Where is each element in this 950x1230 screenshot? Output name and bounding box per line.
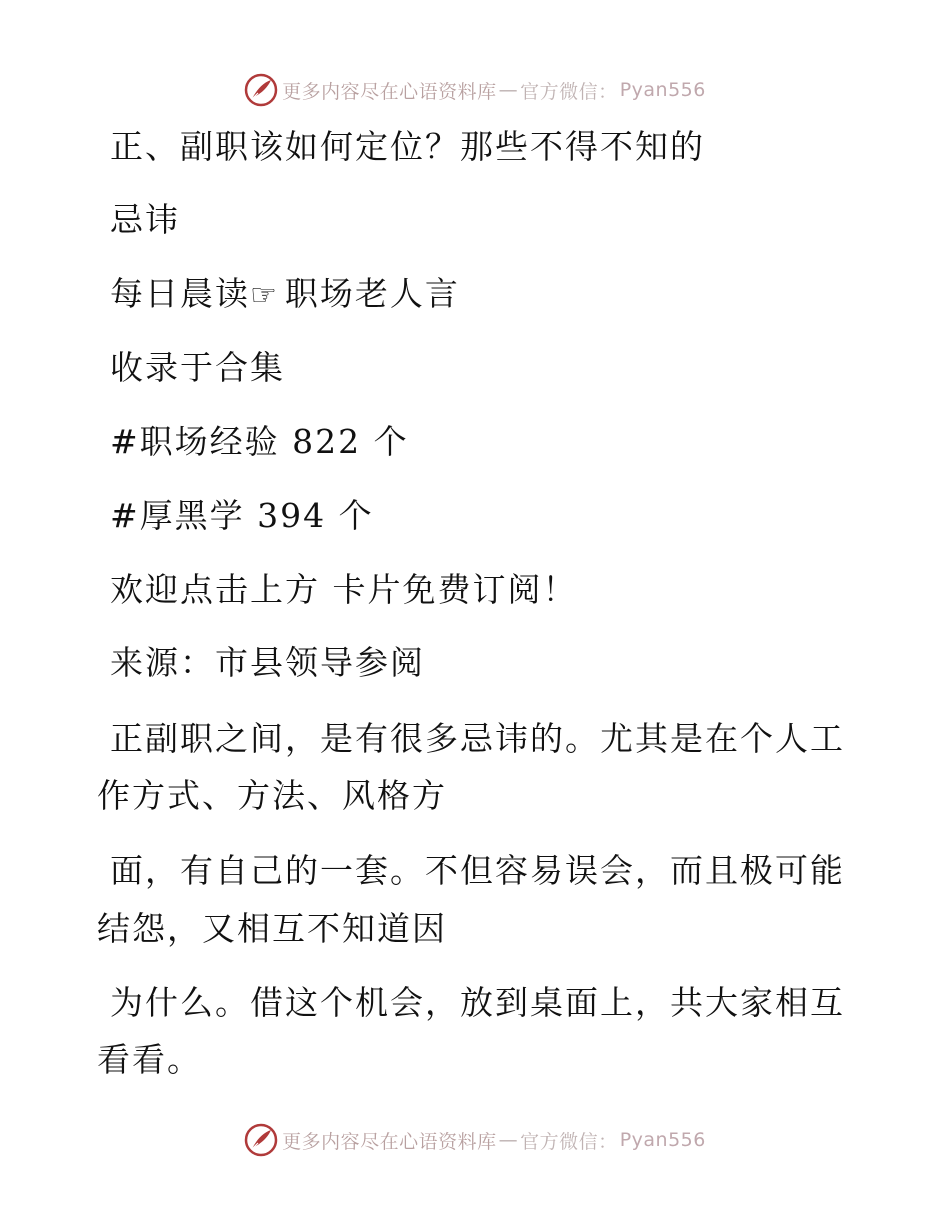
feather-quill-logo-icon [244, 1123, 278, 1157]
subscribe-text: 欢迎点击上方 卡片免费订阅！ [110, 570, 578, 609]
watermark-wechat-id: Pyan556 [619, 79, 706, 101]
column-prefix: 每日晨读 [110, 274, 250, 313]
watermark-wechat-id: Pyan556 [619, 1129, 706, 1151]
paragraph-3-line-2: 看看。 [97, 1040, 202, 1079]
paragraph-1-line-2: 作方式、方法、风格方 [97, 776, 447, 815]
tag-workplace-experience[interactable]: #职场经验 822 个 [110, 422, 409, 461]
footer-watermark [0, 1120, 950, 1160]
watermark-separator: — [498, 79, 519, 101]
title-line-2: 忌讳 [110, 200, 180, 239]
paragraph-3-line-1: 为什么。借这个机会，放到桌面上，共大家相互 [110, 983, 845, 1022]
column-name: 职场老人言 [284, 274, 460, 313]
source-text: 来源：市县领导参阅 [110, 643, 425, 682]
column-line [110, 274, 460, 316]
watermark-label: 官方微信： [520, 80, 618, 103]
collection-label: 收录于合集 [110, 348, 285, 387]
watermark-separator: — [498, 1129, 519, 1151]
paragraph-2-line-1: 面，有自己的一套。不但容易误会，而且极可能 [110, 851, 845, 890]
title-line-1: 正、副职该如何定位？那些不得不知的 [110, 127, 705, 166]
tag-thick-black-theory[interactable]: #厚黑学 394 个 [110, 496, 374, 535]
watermark-brand: 更多内容尽在心语资料库 [282, 80, 497, 103]
header-watermark [0, 70, 950, 110]
paragraph-2-line-2: 结怨，又相互不知道因 [97, 909, 447, 948]
watermark-label: 官方微信： [520, 1130, 618, 1153]
watermark-brand: 更多内容尽在心语资料库 [282, 1130, 497, 1153]
pointing-hand-icon: ☞ [250, 278, 279, 313]
paragraph-1-line-1: 正副职之间，是有很多忌讳的。尤其是在个人工 [110, 719, 845, 758]
feather-quill-logo-icon [244, 73, 278, 107]
